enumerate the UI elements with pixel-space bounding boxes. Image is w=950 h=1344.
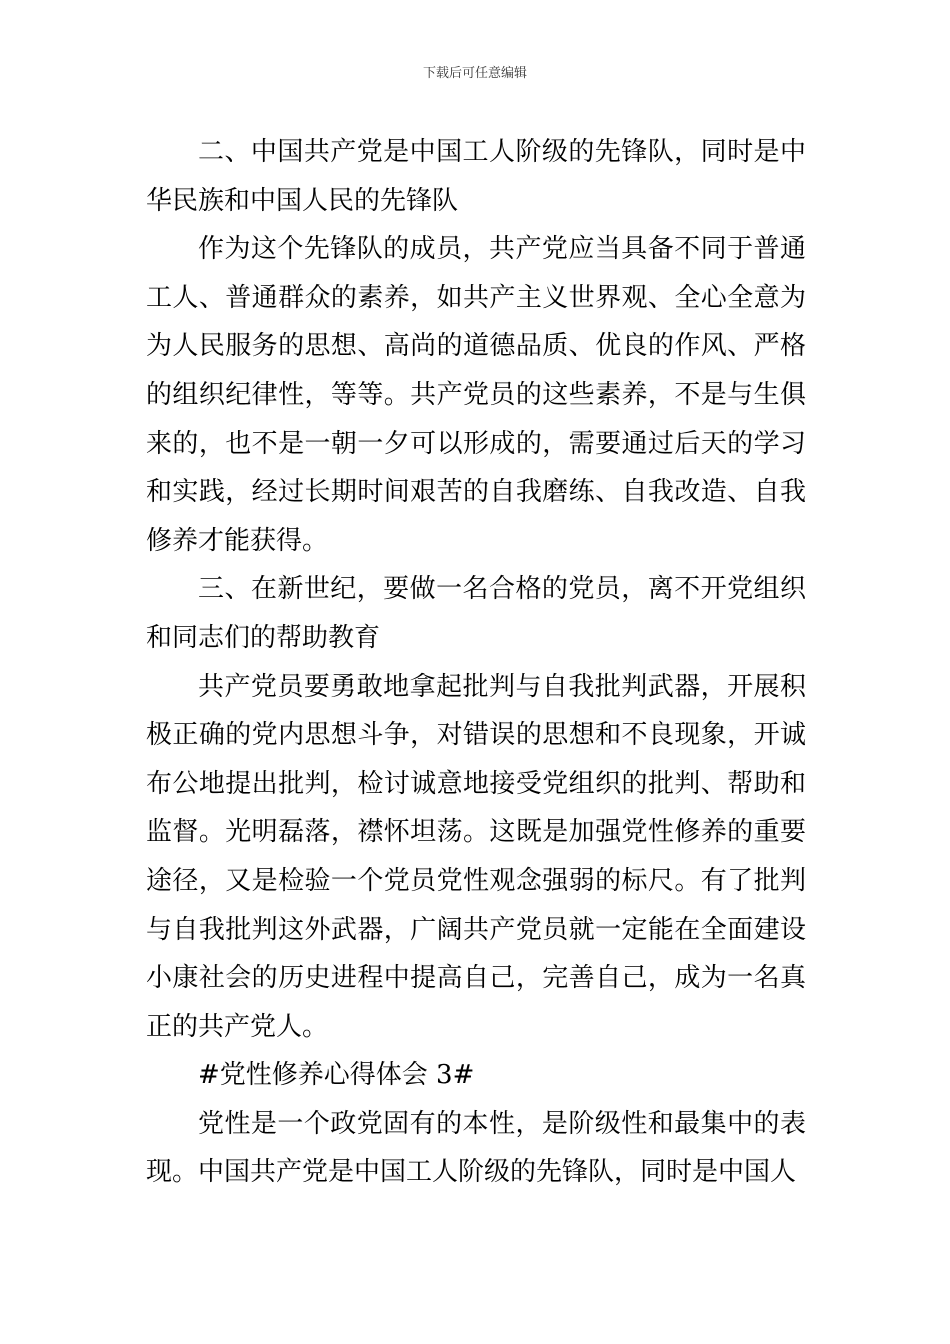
- section-title-essay-3: #党性修养心得体会 3#: [198, 1060, 475, 1091]
- section-heading-3: 三、在新世纪，要做一名合格的党员，离不开党组织和同志们的帮助教育: [146, 574, 806, 653]
- page-header: 下载后可任意编辑: [422, 66, 527, 81]
- section-heading-2: 二、中国共产党是中国工人阶级的先锋队，同时是中华民族和中国人民的先锋队: [146, 137, 806, 216]
- body-paragraph: 党性是一个政党固有的本性，是阶级性和最集中的表现。中国共产党是中国工人阶级的先锋队，同时是中国人: [146, 1108, 806, 1188]
- document-body: [146, 128, 806, 1197]
- body-paragraph: 共产党员要勇敢地拿起批判与自我批判武器，开展积极正确的党内思想斗争，对错误的思想和不良现象，开诚布公地提出批判，检讨诚意地接受党组织的批判、帮助和监督。光明磊落，襟怀坦荡。这既是加强党性修养的重要途径，又是检验一个党员党性观念强弱的标尺。有了批判与自我批判这外武器，广阔共产党员就一定能在全面建设小康社会的历史进程中提高自己，完善自己，成为一名真正的共产党人。: [146, 671, 806, 1042]
- body-paragraph: 作为这个先锋队的成员，共产党应当具备不同于普通工人、普通群众的素养，如共产主义世界观、全心全意为为人民服务的思想、高尚的道德品质、优良的作风、严格的组织纪律性，等等。共产党员的这些素养，不是与生俱来的，也不是一朝一夕可以形成的，需要通过后天的学习和实践，经过长期时间艰苦的自我磨练、自我改造、自我修养才能获得。: [146, 234, 806, 556]
